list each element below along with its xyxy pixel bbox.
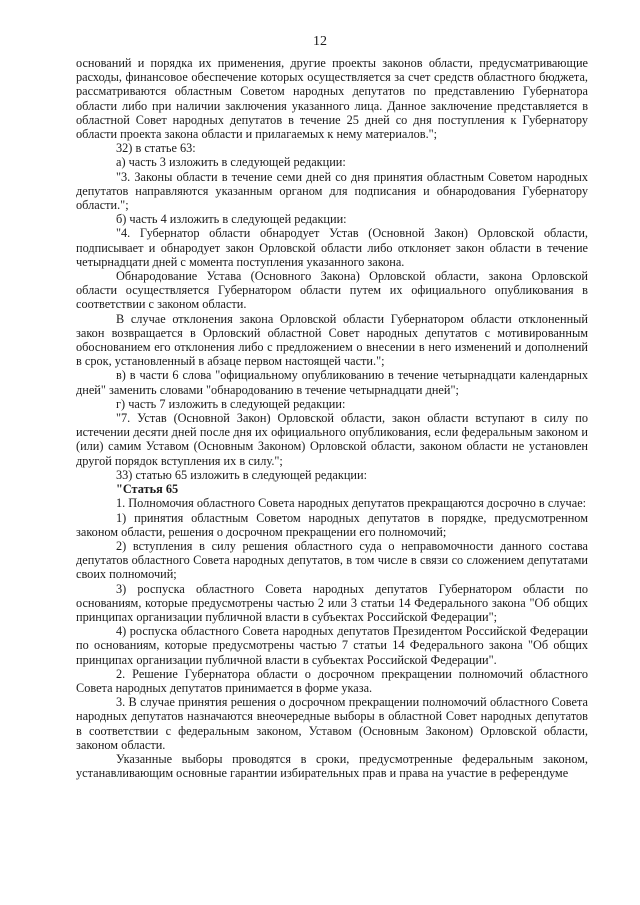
paragraph: "4. Губернатор области обнародует Устав (Основной Закон) Орловской области, подписывает и обнародует закон Орловской области либо отклоняет закон области в течение четырнадцати дней с момента поступления указанного закона.: [76, 226, 588, 269]
paragraph: "7. Устав (Основной Закон) Орловской области, закон области вступают в силу по истечении десяти дней после дня их официального опубликования, если федеральным законом и (или) самим Уставом (Основным Законом) Орловской области, законом области не установлен другой порядок вступления их в силу.";: [76, 411, 588, 468]
document-body: [76, 56, 588, 780]
paragraph: Указанные выборы проводятся в сроки, предусмотренные федеральным законом, устанавливающим основные гарантии избирательных прав и права на участие в референдуме: [76, 751, 588, 781]
paragraph: г) часть 7 изложить в следующей редакции:: [116, 396, 346, 411]
paragraph: 2) вступления в силу решения областного суда о неправомочности данного состава депутатов областного Совета народных депутатов, в том числе в связи со сложением депутатами своих полномочий;: [76, 538, 588, 582]
paragraph: 1. Полномочия областного Совета народных депутатов прекращаются досрочно в случае:: [116, 496, 587, 511]
paragraph: 4) роспуска областного Совета народных депутатов Президентом Российской Федерации по основаниям, которые предусмотрены частью 7 статьи 14 Федерального закона "Об общих принципах организации публичной власти в субъектах Российской Федерации".: [76, 624, 588, 667]
paragraph: 2. Решение Губернатора области о досрочном прекращении полномочий областного Совета народных депутатов принимается в форме указа.: [76, 666, 588, 695]
paragraph: 3. В случае принятия решения о досрочном прекращении полномочий областного Совета народных депутатов назначаются внеочередные выборы в областной Совет народных депутатов в соответствии с федеральным законом, Уставом (Основным Законом) Орловской области, законом области.: [76, 695, 588, 752]
paragraph: 33) статью 65 изложить в следующей редакции:: [116, 467, 367, 482]
paragraph: В случае отклонения закона Орловской области Губернатором области отклоненный закон возвращается в Орловский областной Совет народных депутатов с мотивированным обоснованием его отклонения либо с предложением о внесении в него изменений и дополнений в срок, установленный в абзаце первом настоящей части.";: [76, 311, 588, 369]
paragraph: 32) в статье 63:: [116, 141, 196, 156]
paragraph: "3. Законы области в течение семи дней со дня принятия областным Советом народных депутатов направляются указанным органом для подписания и обнародования Губернатору области.";: [76, 169, 588, 213]
paragraph: Обнародование Устава (Основного Закона) Орловской области, закона Орловской области осуществляется Губернатором области путем их официального опубликования в соответствии с законом области.: [76, 269, 588, 312]
paragraph: а) часть 3 изложить в следующей редакции:: [116, 155, 346, 170]
paragraph: 3) роспуска областного Совета народных депутатов Губернатором области по основаниям, которые предусмотрены частью 2 или 3 статьи 14 Федерального закона "Об общих принципах организации публичной власти в субъектах Российской Федерации";: [76, 581, 588, 624]
article-heading: "Статья 65: [116, 482, 179, 497]
paragraph: оснований и порядка их применения, другие проекты законов области, предусматривающие расходы, финансовое обеспечение которых осуществляется за счет средств областного бюджета, рассматриваются областным Советом народных депутатов по представлению Губернатора области либо при наличии заключения указанного лица. Данное заключение представляется в областной Совет народных депутатов в течение 25 дней со дня поступления к Губернатору области проекта закона области и прилагаемых к нему материалов.";: [76, 56, 588, 142]
paragraph: в) в части 6 слова "официальному опубликованию в течение четырнадцати календарных дней" заменить словами "обнародованию в течение четырнадцати дней";: [76, 368, 588, 397]
paragraph: 1) принятия областным Советом народных депутатов в порядке, предусмотренном законом области, решения о досрочном прекращении его полномочий;: [76, 510, 588, 539]
page-number: 12: [313, 34, 327, 49]
paragraph: б) часть 4 изложить в следующей редакции:: [116, 212, 347, 227]
